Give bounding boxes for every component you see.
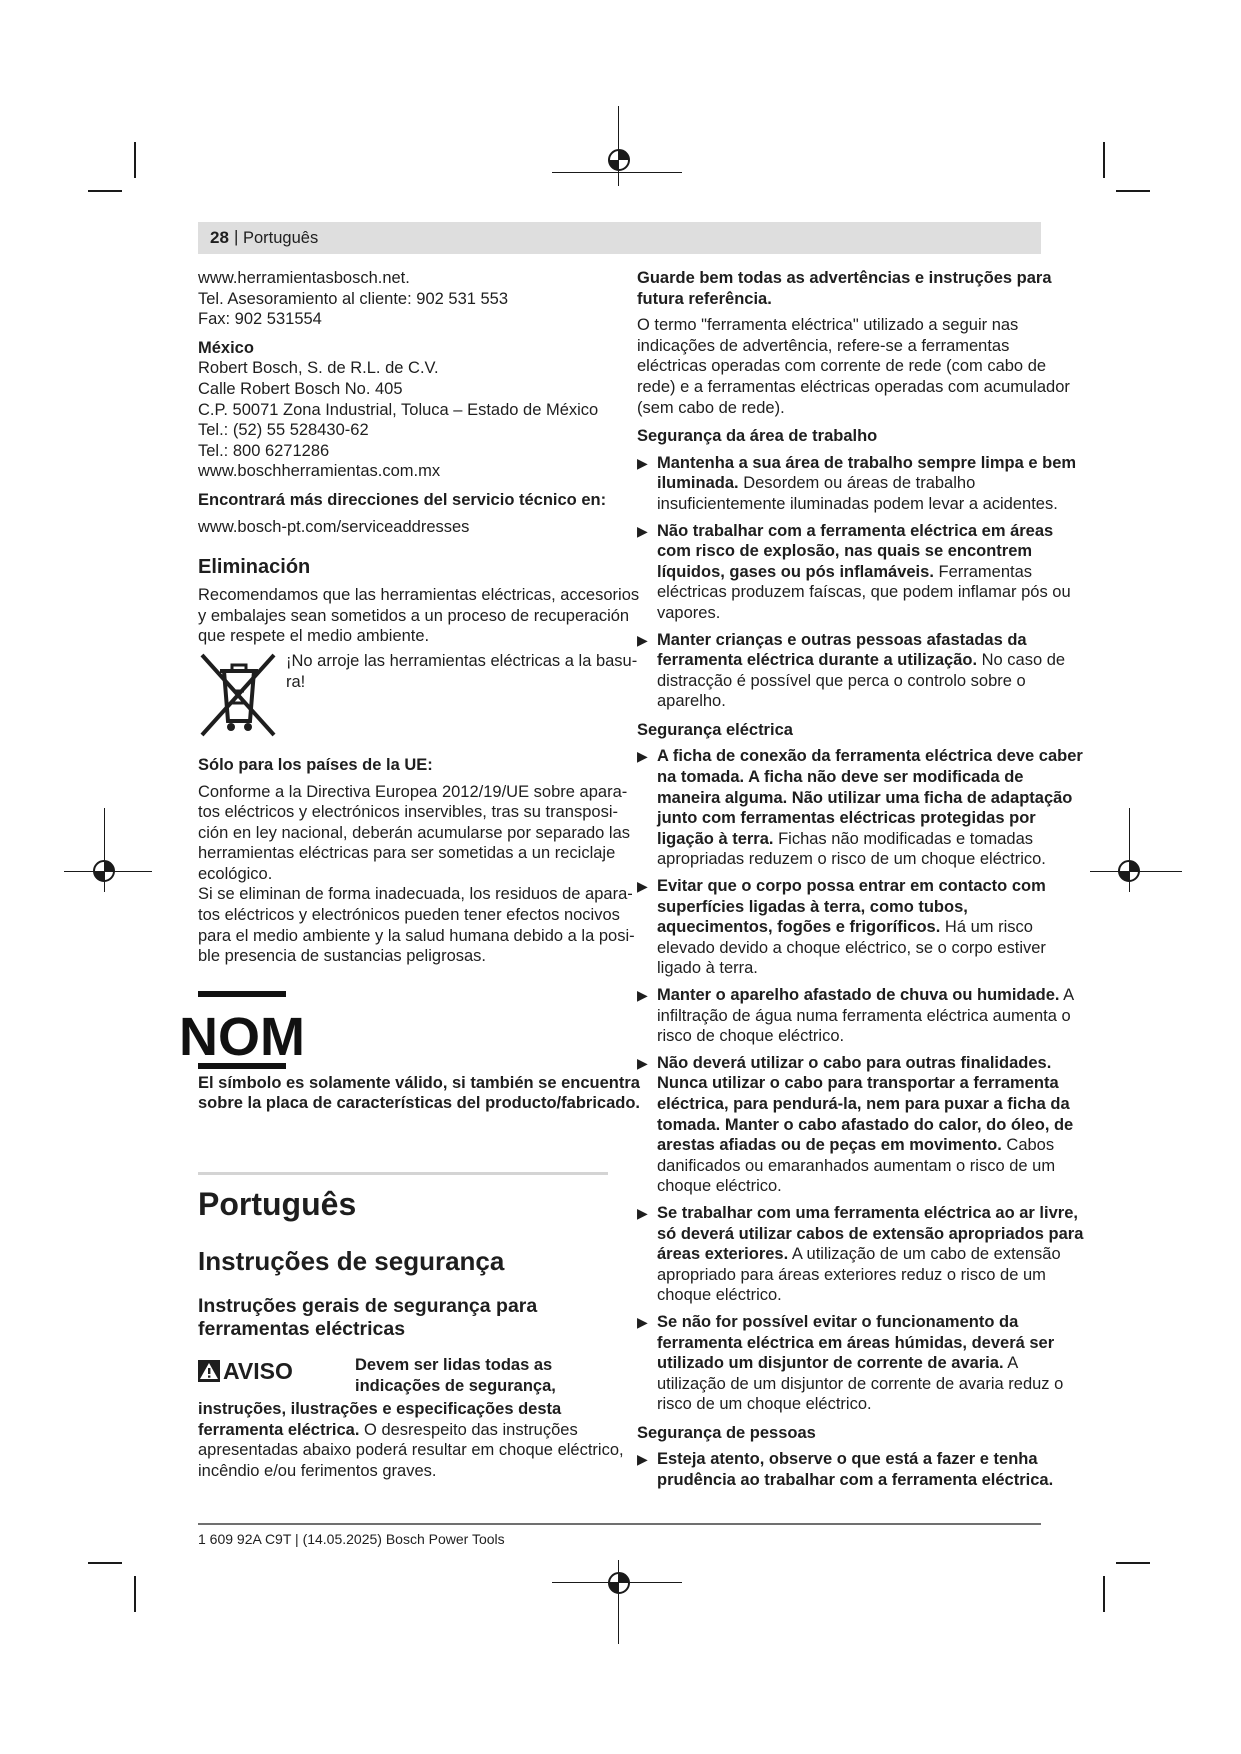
text-line: herramientas eléctricas para ser sometidas a un reciclaje — [198, 844, 616, 863]
registration-mark-icon — [606, 147, 632, 173]
intro-bold — [637, 268, 1055, 309]
text-bold: Esteja atento, observe o que está a fazer e tenha — [657, 1450, 1038, 1469]
text-normal: apropriadas reduzem o risco de um choque eléctrico. — [657, 850, 1046, 869]
warning-block — [198, 1355, 608, 1399]
bullet-arrow-icon: ▶ — [637, 522, 648, 539]
bullet-arrow-icon: ▶ — [637, 1054, 648, 1071]
text-line: Recomendamos que las herramientas eléctricas, accesorios — [198, 586, 640, 605]
bullet-line — [657, 1374, 1064, 1395]
crossed-out-bin-icon — [198, 651, 278, 739]
address-line: www.boschherramientas.com.mx — [198, 462, 441, 481]
text-bold: Evitar que o corpo possa entrar em contacto com — [657, 877, 1046, 896]
text-normal: No caso de — [977, 651, 1066, 670]
heading-line: Instruções gerais de segurança para — [198, 1295, 538, 1318]
contact-line: www.herramientasbosch.net. — [198, 269, 410, 287]
bullet-line — [657, 1449, 1055, 1470]
crop-mark-tr-v — [1103, 142, 1105, 178]
registration-mark-icon — [1116, 858, 1142, 884]
bullet-line — [657, 767, 1055, 788]
text-bold: Não trabalhar com a ferramenta eléctrica em áreas — [657, 521, 1054, 540]
bullet-line — [657, 1333, 1055, 1354]
text-bold: ferramenta eléctrica durante a utilização. — [657, 651, 978, 670]
text-line: y embalajes sean sometidos a un proceso de recuperación — [198, 606, 630, 625]
bullet-line — [657, 521, 1055, 542]
bullet-line — [657, 1073, 1059, 1094]
bullet-line — [657, 1312, 1055, 1333]
text-bold: eléctrica, para pendurá-la, nem para puxar a ficha da — [657, 1094, 1070, 1113]
text-bold: Nunca utilizar o cabo para transportar a ferramenta — [657, 1074, 1059, 1093]
text-normal: insuficientemente iluminadas podem levar a acidentes. — [657, 494, 1058, 513]
personal-safety-list — [637, 1449, 1055, 1490]
crop-mark-br-v — [1103, 1576, 1105, 1612]
text-bold: ligação à terra. — [657, 829, 774, 848]
text-normal: danificados ou emaranhados aumentam o risco de um — [657, 1156, 1056, 1175]
text-bold: Manter o aparelho afastado de chuva ou humidade. — [657, 986, 1060, 1004]
text-line: ción en ley nacional, deberán acumularse por separado las — [198, 823, 631, 842]
text-line: para el medio ambiente y la salud humana debido a la posi- — [198, 926, 635, 945]
bullet-line — [657, 808, 1055, 829]
text-line: eléctricas operadas com corrente de rede (com cabo de — [637, 357, 1047, 376]
text-line: instruções, ilustrações e especificações desta — [198, 1400, 562, 1419]
text-bold: na tomada. A ficha não deve ser modificada de — [657, 768, 1024, 787]
service-title: Encontrará más direcciones del servicio técnico en: — [198, 490, 607, 509]
bullet-line — [657, 1053, 1055, 1074]
language-section-title: Português — [198, 1186, 357, 1223]
bullet-line — [657, 876, 1055, 897]
text-bold: maneira alguma. Não utilizar uma ficha de adaptação — [657, 788, 1073, 807]
bullet-arrow-icon: ▶ — [637, 454, 648, 471]
text-bold: áreas exteriores. — [657, 1245, 789, 1264]
crop-mark-tl-h — [88, 190, 122, 192]
reg-top-v — [618, 106, 619, 186]
bullet-line — [657, 473, 1055, 494]
text-normal: apropriado para áreas exteriores reduz o risco de um — [657, 1265, 1046, 1284]
registration-mark-icon — [91, 858, 117, 884]
address-line: Tel.: 800 6271286 — [198, 441, 330, 460]
bullet-line — [657, 541, 1055, 562]
bullet-line — [657, 1265, 1055, 1286]
footer-divider — [198, 1523, 1041, 1525]
mexico-address — [198, 358, 608, 482]
bullet-arrow-icon: ▶ — [637, 878, 648, 895]
bullet-line — [657, 494, 1058, 515]
bullet-line — [657, 1203, 1078, 1224]
text-normal: A — [1003, 1354, 1019, 1373]
bullet-item — [637, 1203, 1084, 1306]
text-normal: Desordem ou áreas de trabalho — [738, 474, 976, 493]
text-line: ra! — [286, 672, 306, 691]
text-line: (sem cabo de rede). — [637, 398, 785, 417]
bullet-item — [637, 746, 1083, 870]
text-bold: Mantenha a sua área de trabalho sempre limpa e bem — [657, 453, 1077, 472]
registration-mark-icon — [606, 1570, 632, 1596]
bullet-line — [657, 1176, 1055, 1197]
text-bold: Se trabalhar com uma ferramenta eléctrica ao ar livre, — [657, 1203, 1078, 1222]
intro-text — [637, 315, 1070, 418]
text-bold: ferramenta eléctrica. — [198, 1420, 360, 1439]
text-normal: O desrespeito das instruções — [359, 1420, 578, 1439]
text-bold: Manter crianças e outras pessoas afastadas da — [657, 630, 1027, 649]
section-divider — [198, 1172, 608, 1175]
bullet-line — [657, 1115, 1074, 1136]
bullet-line — [657, 897, 1055, 918]
text-normal: risco de um choque eléctrico. — [657, 1395, 872, 1414]
text-normal: Ferramentas — [933, 562, 1033, 581]
bullet-line — [657, 691, 1055, 712]
bullet-line — [657, 1006, 1071, 1027]
text-normal: Cabos — [1001, 1136, 1055, 1155]
nom-logo-text: NOM — [179, 1006, 305, 1067]
warning-triangle-icon — [198, 1360, 220, 1382]
text-bold: junto com ferramentas eléctricas protegidas por — [657, 809, 1036, 828]
electrical-safety-list — [637, 746, 1084, 1414]
bullet-line — [657, 650, 1066, 671]
text-line: ¡No arroje las herramientas eléctricas a la basu- — [286, 651, 638, 670]
eu-title: Sólo para los países de la UE: — [198, 755, 433, 774]
bullet-line — [657, 1094, 1070, 1115]
text-bold: superfícies ligadas à terra, como tubos, — [657, 897, 968, 916]
mexico-title: México — [198, 338, 254, 357]
bullet-line — [657, 671, 1055, 692]
text-bold: com risco de explosão, nas quais se encontrem — [657, 542, 1033, 561]
crop-mark-tr-h — [1116, 190, 1150, 192]
bullet-item — [637, 521, 1071, 624]
bullet-line — [657, 1156, 1055, 1177]
bullet-line — [657, 1285, 1055, 1306]
bullet-item — [637, 453, 1077, 515]
bullet-arrow-icon: ▶ — [637, 987, 648, 1003]
work-area-list — [637, 453, 1077, 712]
text-bold: aquecimentos, fogões e frigoríficos. — [657, 918, 941, 937]
text-bold: prudência ao trabalhar com a ferramenta eléctrica. — [657, 1471, 1054, 1490]
bullet-arrow-icon: ▶ — [637, 1451, 648, 1468]
text-line: Devem ser lidas todas as — [355, 1356, 553, 1375]
bullet-line — [657, 603, 1055, 624]
bullet-line — [657, 829, 1055, 850]
nom-logo — [179, 991, 608, 1073]
address-line: Calle Robert Bosch No. 405 — [198, 379, 403, 398]
crop-mark-br-h — [1116, 1562, 1150, 1564]
bullet-line — [657, 1026, 1055, 1047]
text-normal: elevado devido a choque eléctrico, se o corpo estiver — [657, 938, 1046, 957]
text-normal: A — [1059, 986, 1075, 1004]
address-line: C.P. 50071 Zona Industrial, Toluca – Estado de México — [198, 400, 599, 419]
bullet-line — [657, 1244, 1061, 1265]
bullet-arrow-icon: ▶ — [637, 631, 648, 648]
text-normal: distracção é possível que perca o controlo sobre o — [657, 671, 1026, 690]
text-bold: ferramenta eléctrica em áreas húmidas, deverá ser — [657, 1333, 1055, 1352]
text-line: Conforme a la Directiva Europea 2012/19/UE sobre apara- — [198, 782, 628, 801]
text-bold: Não deverá utilizar o cabo para outras finalidades. — [657, 1053, 1052, 1072]
text-normal: eléctricas produzem faíscas, que podem inflamar pós ou — [657, 583, 1071, 602]
bullet-item — [637, 630, 1066, 712]
text-bold: utilizado um disjuntor de corrente de avaria. — [657, 1354, 1004, 1373]
bullet-line — [657, 562, 1055, 583]
text-bold: arestas afiadas ou de peças em movimento. — [657, 1136, 1002, 1155]
text-normal: infiltração de água numa ferramenta eléctrica aumenta o — [657, 1006, 1071, 1025]
address-line: Tel.: (52) 55 528430-62 — [198, 421, 369, 440]
bullet-line — [657, 917, 1055, 938]
text-bold: líquidos, gases ou pós inflamáveis. — [657, 562, 934, 581]
general-safety-heading — [198, 1295, 608, 1341]
bullet-line — [657, 1470, 1055, 1491]
text-normal: Há um risco — [940, 918, 1033, 937]
text-line: O termo "ferramenta eléctrica" utilizado a seguir nas — [637, 316, 1019, 335]
text-line: incêndio e/ou ferimentos graves. — [198, 1461, 437, 1480]
text-line: apresentadas abaixo poderá resultar em choque eléctrico, — [198, 1441, 624, 1460]
text-bold: tomada. Manter o cabo afastado do calor, do óleo, de — [657, 1115, 1074, 1134]
left-column — [179, 268, 640, 1481]
text-line: sobre la placa de características del producto/fabricado. — [198, 1094, 640, 1113]
bullet-line — [657, 582, 1071, 603]
text-normal: risco de choque eléctrico. — [657, 1027, 845, 1046]
text-bold: só deverá utilizar cabos de extensão apropriados para — [657, 1224, 1084, 1243]
bullet-arrow-icon: ▶ — [637, 748, 648, 765]
text-line: Si se eliminan de forma inadecuada, los residuos de apara- — [198, 885, 633, 904]
bullet-line — [657, 985, 1075, 1006]
nom-logo-mark — [179, 991, 305, 1069]
page-header — [198, 222, 1041, 254]
text-line: tos eléctricos y electrónicos pueden tener efectos nocivos — [198, 906, 620, 925]
elimination-heading: Eliminación — [198, 556, 311, 579]
text-line: rede) e a ferramentas eléctricas operadas com acumulador — [637, 377, 1070, 396]
weee-note — [286, 651, 638, 692]
text-line — [198, 1420, 608, 1441]
weee-block — [198, 651, 638, 745]
safety-instructions-heading: Instruções de segurança — [198, 1246, 505, 1277]
bullet-item — [637, 1053, 1074, 1197]
bullet-line — [657, 849, 1055, 870]
bullet-line — [657, 938, 1055, 959]
text-normal: choque eléctrico. — [657, 1177, 782, 1196]
text-line: futura referência. — [637, 289, 772, 308]
text-line: ecológico. — [198, 864, 273, 883]
bullet-line — [657, 958, 1055, 979]
text-normal: utilização de um disjuntor de corrente de avaria reduz o — [657, 1374, 1064, 1393]
bullet-line — [657, 453, 1077, 474]
text-line: Guarde bem todas as advertências e instruções para — [637, 269, 1052, 287]
text-bold: Se não for possível evitar o funcionamento da — [657, 1312, 1019, 1331]
text-bold: A ficha de conexão da ferramenta eléctrica deve caber — [657, 747, 1083, 766]
bullet-item — [637, 1312, 1064, 1415]
bullet-line — [657, 746, 1083, 767]
bullet-item — [637, 876, 1055, 979]
warning-label: AVISO — [223, 1358, 293, 1385]
bullet-item — [637, 1449, 1055, 1490]
page-number: 28 — [210, 228, 229, 247]
bullet-line — [657, 1353, 1055, 1374]
work-area-heading: Segurança da área de trabalho — [637, 427, 878, 446]
crop-mark-bl-v — [134, 1576, 136, 1612]
bullet-line — [657, 1224, 1084, 1245]
text-line: que respete el medio ambiente. — [198, 627, 430, 646]
bullet-item — [637, 985, 1075, 1047]
contact-block — [198, 268, 608, 330]
text-line: tos eléctricos y electrónicos inservibles, tras su transposi- — [198, 803, 618, 822]
bullet-line — [657, 1394, 1055, 1415]
text-line: ble presencia de sustancias peligrosas. — [198, 947, 487, 966]
warning-side-text — [355, 1355, 615, 1396]
contact-line: Tel. Asesoramiento al cliente: 902 531 553 — [198, 289, 509, 308]
personal-safety-heading: Segurança de pessoas — [637, 1423, 816, 1442]
bullet-line — [657, 1135, 1055, 1156]
right-column — [637, 268, 1084, 1491]
service-url: www.bosch-pt.com/serviceaddresses — [198, 517, 470, 536]
page-footer: 1 609 92A C9T | (14.05.2025) Bosch Power Tools — [198, 1531, 505, 1547]
bullet-line — [657, 630, 1055, 651]
contact-line: Fax: 902 531554 — [198, 310, 322, 329]
warning-text — [198, 1399, 624, 1481]
text-line: indicações de advertência, refere-se a ferramentas — [637, 336, 1010, 355]
text-line: El símbolo es solamente válido, si también se encuentra — [198, 1073, 640, 1092]
crop-mark-tl-v — [134, 142, 136, 178]
header-language: Português — [243, 229, 319, 247]
text-bold: iluminada. — [657, 474, 739, 493]
text-normal: ligado à terra. — [657, 959, 758, 978]
warning-badge — [198, 1358, 293, 1384]
text-normal: A utilização de um cabo de extensão — [788, 1245, 1061, 1264]
elimination-text — [198, 585, 640, 647]
nom-note — [198, 1073, 640, 1114]
heading-line: ferramentas eléctricas — [198, 1318, 406, 1341]
crop-mark-bl-h — [88, 1562, 122, 1564]
bullet-line — [657, 788, 1073, 809]
electrical-safety-heading: Segurança eléctrica — [637, 720, 793, 739]
text-normal: aparelho. — [657, 692, 726, 711]
text-normal: Fichas não modificadas e tomadas — [773, 829, 1034, 848]
text-line: indicações de segurança, — [355, 1376, 556, 1395]
text-normal: choque eléctrico. — [657, 1286, 782, 1305]
bullet-arrow-icon: ▶ — [637, 1313, 648, 1330]
eu-text — [198, 782, 635, 967]
header-separator: | — [234, 227, 239, 246]
address-line: Robert Bosch, S. de R.L. de C.V. — [198, 359, 439, 378]
bullet-arrow-icon: ▶ — [637, 1204, 648, 1221]
text-normal: vapores. — [657, 603, 721, 622]
